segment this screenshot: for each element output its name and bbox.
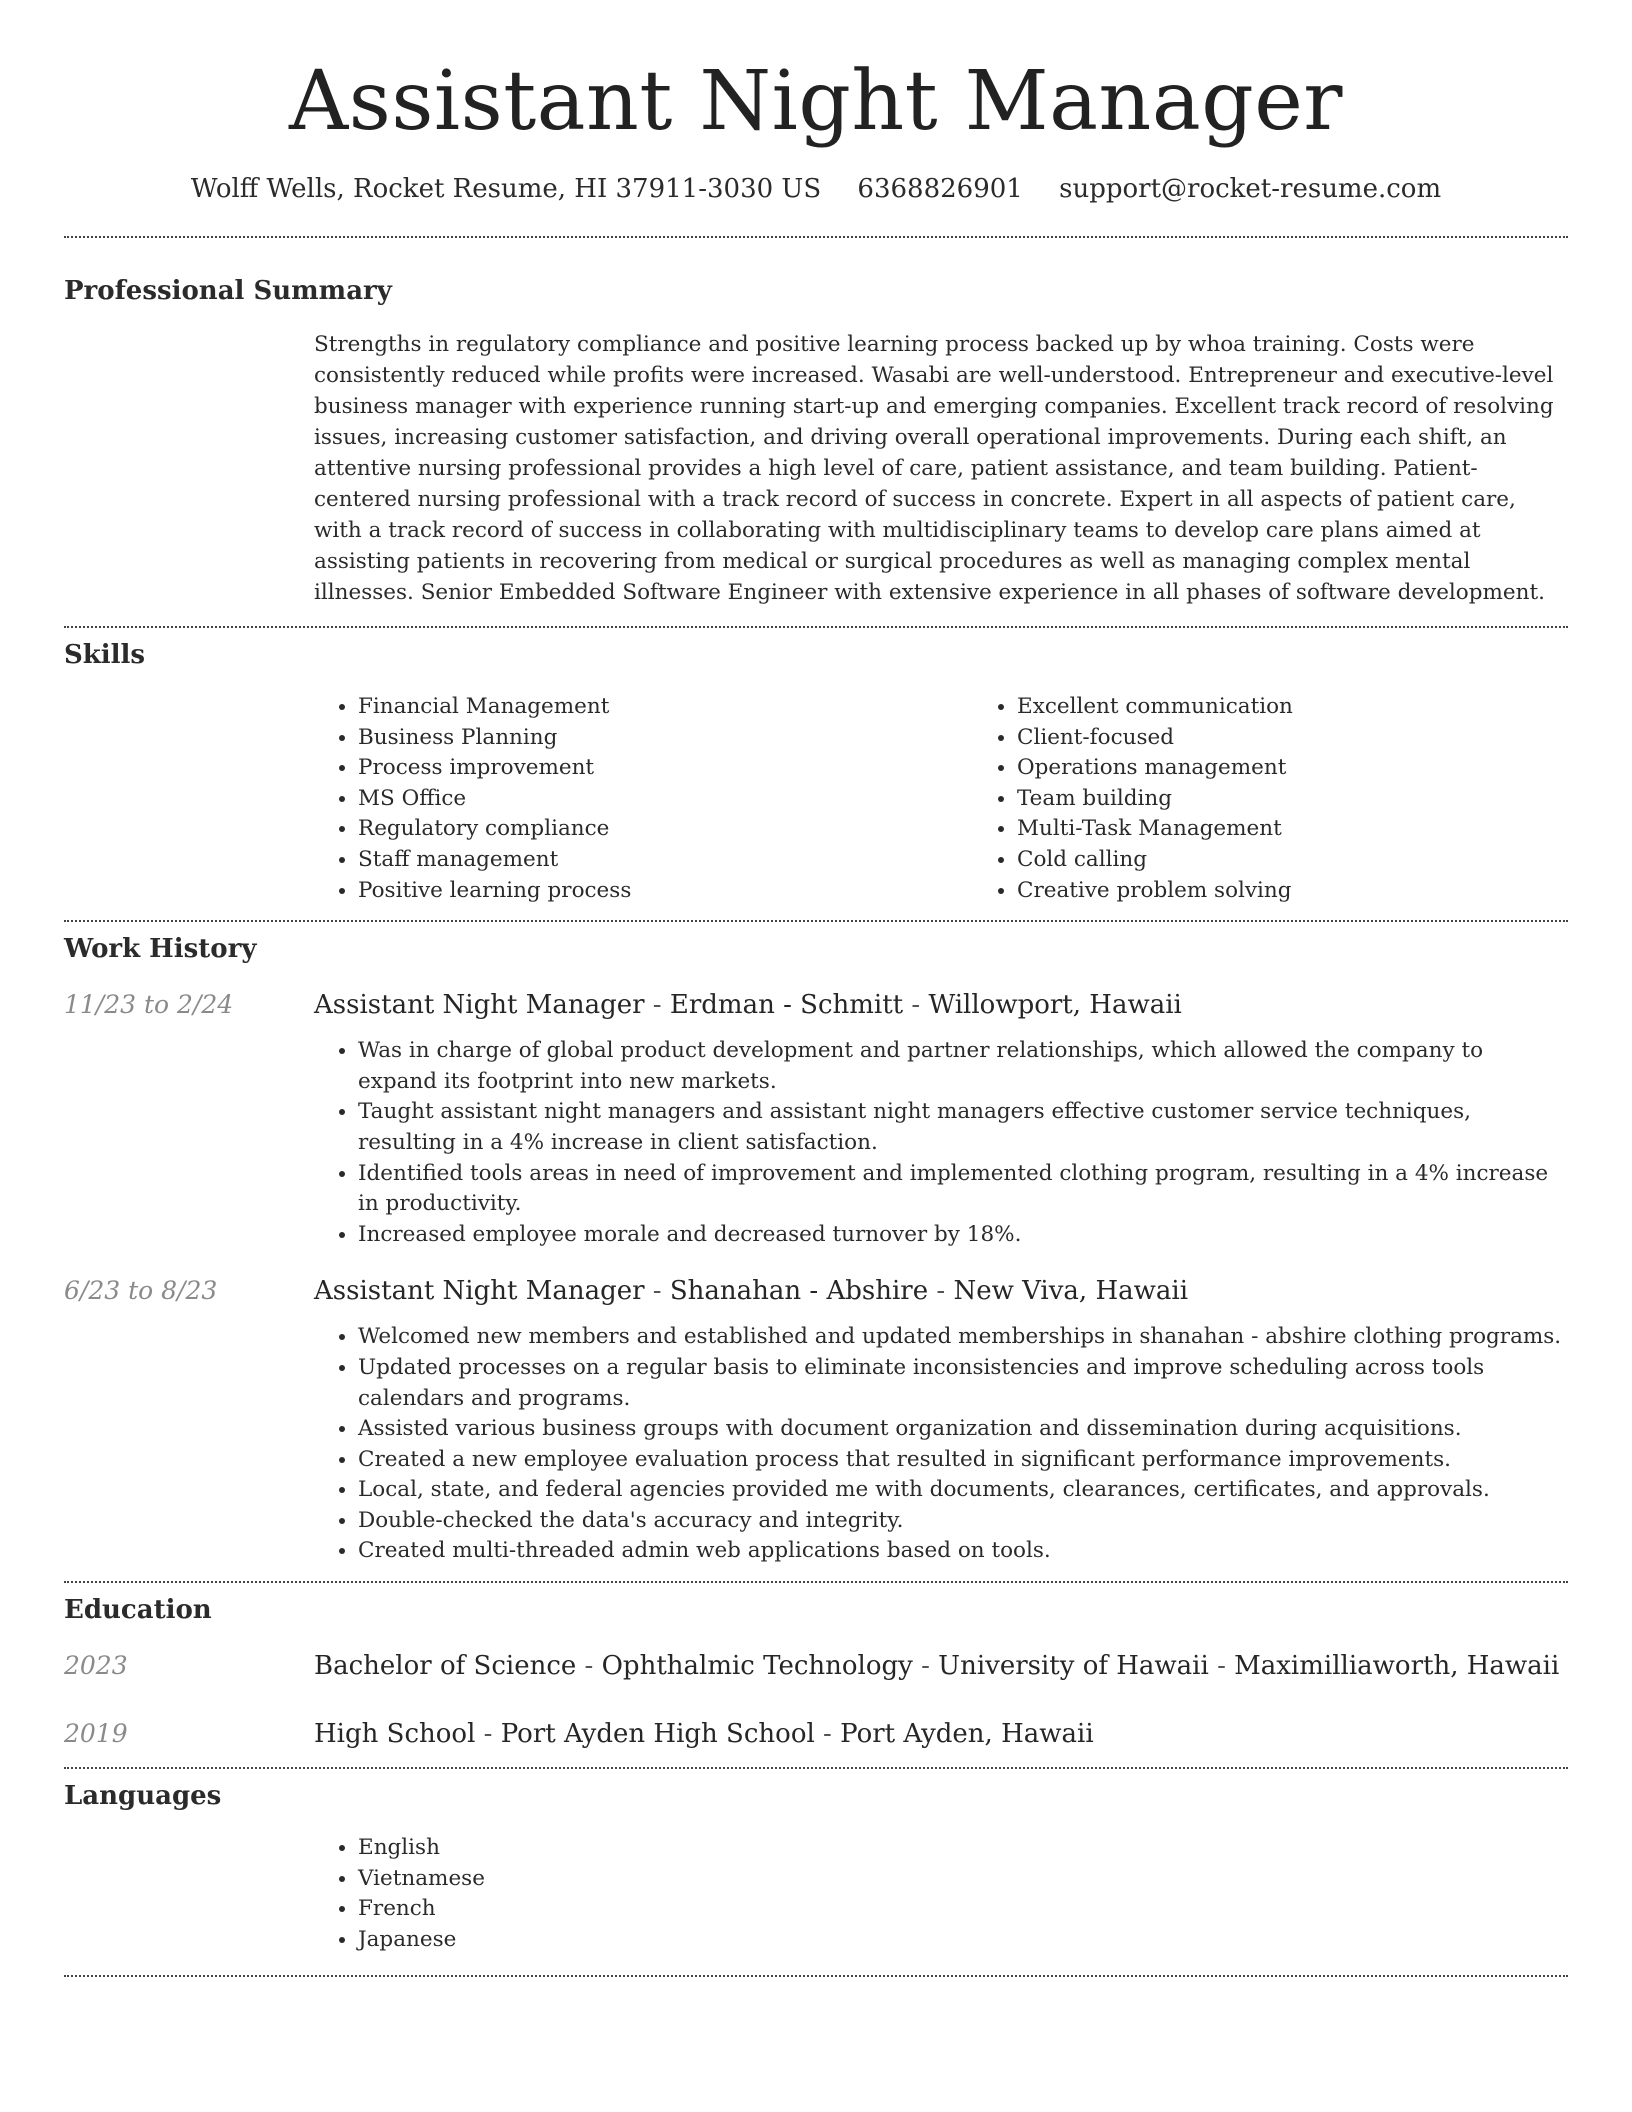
job-dates: 6/23 to 8/23 bbox=[64, 1276, 218, 1306]
section-divider bbox=[64, 920, 1568, 922]
section-divider bbox=[64, 1581, 1568, 1583]
languages-body bbox=[314, 1833, 1568, 1955]
job-body bbox=[314, 1274, 1568, 1567]
skill-item: • Financial Management bbox=[358, 692, 973, 723]
skill-item: • Operations management bbox=[1017, 753, 1632, 784]
job-company: Shanahan - Abshire bbox=[669, 1276, 929, 1307]
languages-spacer bbox=[64, 1833, 314, 1955]
job-company: Erdman - Schmitt bbox=[669, 990, 904, 1021]
education-degree: Bachelor of Science bbox=[314, 1651, 577, 1682]
summary-heading: Professional Summary bbox=[64, 276, 392, 306]
summary-row bbox=[64, 329, 1568, 608]
skills-list-left bbox=[314, 692, 973, 906]
job-role: Assistant Night Manager bbox=[314, 990, 645, 1021]
section-divider bbox=[64, 626, 1568, 628]
education-line bbox=[314, 1649, 1568, 1683]
contact-phone: 6368826901 bbox=[857, 174, 1023, 204]
separator: - bbox=[576, 1651, 602, 1682]
job-bullets bbox=[314, 1322, 1568, 1567]
skill-item: • Staff management bbox=[358, 845, 973, 876]
skills-grid bbox=[314, 692, 1632, 906]
education-heading: Education bbox=[64, 1595, 212, 1626]
job-bullet: • Updated processes on a regular basis to eliminate inconsistencies and improve scheduling across tools calendars and programs. bbox=[358, 1353, 1568, 1414]
education-entry bbox=[64, 1649, 1568, 1683]
job-bullet: • Assisted various business groups with document organization and dissemination during acquisitions. bbox=[358, 1414, 1568, 1445]
education-entry bbox=[64, 1717, 1568, 1751]
skill-item: • Multi-Task Management bbox=[1017, 814, 1632, 845]
summary-spacer bbox=[64, 329, 314, 608]
job-dates: 11/23 to 2/24 bbox=[64, 990, 234, 1020]
resume-page bbox=[64, 0, 1568, 1977]
education-school: University of Hawaii bbox=[938, 1651, 1209, 1682]
separator: - bbox=[903, 990, 929, 1021]
separator: - bbox=[644, 990, 670, 1021]
job-role: Assistant Night Manager bbox=[314, 1276, 645, 1307]
job-bullet: • Local, state, and federal agencies provided me with documents, clearances, certificates, and approvals. bbox=[358, 1475, 1568, 1506]
language-item: • English bbox=[358, 1833, 1568, 1864]
language-item: • French bbox=[358, 1894, 1568, 1925]
separator: - bbox=[475, 1719, 501, 1750]
skills-list-right bbox=[973, 692, 1632, 906]
education-field: Ophthalmic Technology bbox=[601, 1651, 913, 1682]
separator: - bbox=[644, 1276, 670, 1307]
separator: - bbox=[1208, 1651, 1235, 1682]
job-title-line bbox=[314, 1274, 1568, 1308]
education-school: Port Ayden High School bbox=[500, 1719, 815, 1750]
job-bullet: • Was in charge of global product development and partner relationships, which allowed the company to expand its footprint into new markets. bbox=[358, 1036, 1568, 1097]
resume-title: Assistant Night Manager bbox=[289, 54, 1343, 149]
skill-item: • Regulatory compliance bbox=[358, 814, 973, 845]
education-year: 2019 bbox=[64, 1719, 128, 1749]
work-section bbox=[64, 932, 1568, 1583]
section-divider bbox=[64, 236, 1568, 238]
education-location: Maximilliaworth, Hawaii bbox=[1234, 1651, 1560, 1682]
job-bullet: • Created multi-threaded admin web applications based on tools. bbox=[358, 1536, 1568, 1567]
skill-item: • Positive learning process bbox=[358, 876, 973, 907]
skill-item: • Team building bbox=[1017, 784, 1632, 815]
job-bullet: • Welcomed new members and established and updated memberships in shanahan - abshire clothing programs. bbox=[358, 1322, 1568, 1353]
separator: - bbox=[912, 1651, 939, 1682]
section-divider bbox=[64, 1975, 1568, 1977]
job-bullet: • Double-checked the data's accuracy and integrity. bbox=[358, 1506, 1568, 1537]
contact-email: support@rocket-resume.com bbox=[1059, 174, 1442, 204]
language-item: • Vietnamese bbox=[358, 1864, 1568, 1895]
skills-row bbox=[64, 692, 1568, 906]
job-bullet: • Taught assistant night managers and assistant night managers effective customer service techniques, resulting in a 4% increase in client satisfaction. bbox=[358, 1097, 1568, 1158]
skill-item: • Process improvement bbox=[358, 753, 973, 784]
skill-item: • Cold calling bbox=[1017, 845, 1632, 876]
section-divider bbox=[64, 1767, 1568, 1769]
education-section bbox=[64, 1593, 1568, 1769]
separator: - bbox=[814, 1719, 841, 1750]
separator: - bbox=[928, 1276, 954, 1307]
skills-section bbox=[64, 638, 1568, 922]
job-location: Willowport, Hawaii bbox=[928, 990, 1182, 1021]
languages-section bbox=[64, 1779, 1568, 1977]
job-entry bbox=[64, 1274, 1568, 1567]
job-body bbox=[314, 988, 1568, 1250]
contact-line bbox=[64, 172, 1568, 206]
job-bullets bbox=[314, 1036, 1568, 1250]
skill-item: • Client-focused bbox=[1017, 723, 1632, 754]
education-line bbox=[314, 1717, 1568, 1751]
summary-text: Strengths in regulatory compliance and positive learning process backed up by whoa training. Costs were consistently reduced while profits were increased. Wasabi are well-understood. Entrepreneur and executive-level business manager with experience running start-up and emerging companies. Excellent track record of resolving issues, increasing customer satisfaction, and driving overall operational improvements. During each shift, an attentive nursing professional provides a high level of care, patient assistance, and team building. Patient-centered nursing professional with a track record of success in concrete. Expert in all aspects of patient care, with a track record of success in collaborating with multidisciplinary teams to develop care plans aimed at assisting patients in recovering from medical or surgical procedures as well as managing complex mental illnesses. Senior Embedded Software Engineer with extensive experience in all phases of software development. bbox=[314, 332, 1554, 605]
skill-item: • MS Office bbox=[358, 784, 973, 815]
education-degree: High School bbox=[314, 1719, 476, 1750]
job-location: New Viva, Hawaii bbox=[953, 1276, 1189, 1307]
skills-spacer bbox=[64, 692, 314, 906]
summary-section bbox=[64, 274, 1568, 628]
languages-list bbox=[314, 1833, 1568, 1955]
skills-heading: Skills bbox=[64, 640, 146, 670]
contact-address: Wolff Wells, Rocket Resume, HI 37911-3030 US bbox=[190, 174, 822, 204]
job-title-line bbox=[314, 988, 1568, 1022]
language-item: • Japanese bbox=[358, 1925, 1568, 1956]
job-bullet: • Increased employee morale and decreased turnover by 18%. bbox=[358, 1220, 1568, 1251]
education-location: Port Ayden, Hawaii bbox=[840, 1719, 1094, 1750]
languages-heading: Languages bbox=[64, 1781, 222, 1812]
skill-item: • Creative problem solving bbox=[1017, 876, 1632, 907]
job-bullet: • Identified tools areas in need of improvement and implemented clothing program, resulting in a 4% increase in productivity. bbox=[358, 1159, 1568, 1220]
skill-item: • Excellent communication bbox=[1017, 692, 1632, 723]
education-year: 2023 bbox=[64, 1651, 128, 1681]
job-entry bbox=[64, 988, 1568, 1250]
skill-item: • Business Planning bbox=[358, 723, 973, 754]
work-heading: Work History bbox=[64, 934, 257, 965]
languages-row bbox=[64, 1833, 1568, 1955]
job-bullet: • Created a new employee evaluation process that resulted in significant performance improvements. bbox=[358, 1445, 1568, 1476]
